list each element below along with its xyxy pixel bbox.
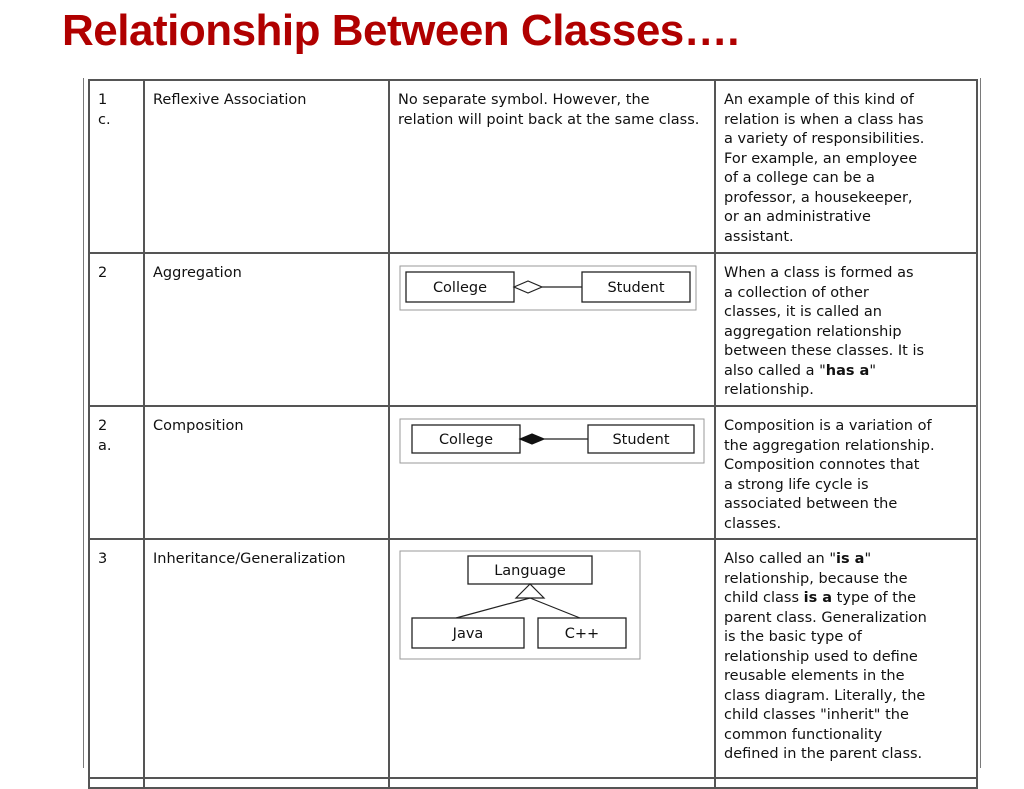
description-text: child class xyxy=(724,590,804,606)
relationship-name: Composition xyxy=(144,406,389,539)
description-line: Composition connotes that xyxy=(724,457,920,473)
description-emphasis: has a xyxy=(825,362,870,379)
cpp-class-label: C++ xyxy=(564,626,600,642)
inheritance-diagram xyxy=(398,550,642,662)
symbol-cell xyxy=(389,253,715,406)
description-line: reusable elements in the xyxy=(724,668,905,684)
college-class-label: College xyxy=(432,280,488,296)
empty-cell xyxy=(389,778,715,788)
aggregation-diamond-icon xyxy=(514,281,542,293)
relationship-name: Reflexive Association xyxy=(144,80,389,253)
description-line: associated between the xyxy=(724,496,898,512)
description-text: type of the xyxy=(832,590,917,606)
description-line: Composition is a variation of xyxy=(724,418,932,434)
description-line: classes, it is called an xyxy=(724,304,882,320)
description-text: also called a " xyxy=(724,362,826,379)
relationship-name: Aggregation xyxy=(144,253,389,406)
description-text: " xyxy=(869,362,877,379)
college-class-label: College xyxy=(438,432,494,448)
description-line: common functionality xyxy=(724,726,883,743)
description-line: child classes "inherit" the xyxy=(724,707,909,723)
generalization-triangle-icon xyxy=(516,584,544,598)
row-number: 1 xyxy=(98,92,108,108)
description-line: a collection of other xyxy=(724,284,869,301)
description-line: a variety of responsibilities. xyxy=(724,131,925,147)
description-line: professor, a housekeeper, xyxy=(724,189,913,206)
relationship-table xyxy=(88,79,978,789)
java-class-label: Java xyxy=(452,626,484,642)
description-emphasis: is a xyxy=(836,551,865,567)
description-line: An example of this kind of xyxy=(724,92,914,108)
description-line: For example, an employee xyxy=(724,150,918,167)
description-emphasis: is a xyxy=(803,590,833,606)
row-number: 3 xyxy=(98,551,108,567)
table-row xyxy=(89,80,977,253)
description-line: assistant. xyxy=(724,228,794,245)
description-line: of a college can be a xyxy=(724,170,875,186)
description-line: relationship, because the xyxy=(724,570,908,587)
student-class-label: Student xyxy=(607,280,665,296)
description-line: is the basic type of xyxy=(724,629,862,645)
composition-diamond-icon xyxy=(520,434,544,444)
description-line: aggregation relationship xyxy=(724,323,902,340)
description-line: a strong life cycle is xyxy=(724,476,869,493)
composition-diagram xyxy=(398,417,706,467)
description-cell xyxy=(715,406,977,539)
row-number-cell xyxy=(89,539,144,778)
description-cell xyxy=(715,80,977,253)
table-row xyxy=(89,539,977,778)
row-subnumber: c. xyxy=(98,111,111,128)
description-text: " xyxy=(864,551,872,567)
aggregation-diagram xyxy=(398,264,698,316)
description-line xyxy=(724,550,972,570)
description-line: the aggregation relationship. xyxy=(724,437,935,454)
description-line: relationship. xyxy=(724,382,814,398)
row-subnumber: a. xyxy=(98,437,112,454)
description-line: When a class is formed as xyxy=(724,265,914,281)
description-line: classes. xyxy=(724,515,782,532)
row-number: 2 xyxy=(98,418,108,434)
symbol-cell: No separate symbol. However, the relation will point back at the same class. xyxy=(389,80,715,253)
row-number-cell xyxy=(89,253,144,406)
empty-cell xyxy=(715,778,977,788)
description-text: Also called an " xyxy=(724,551,836,567)
table-row xyxy=(89,406,977,539)
symbol-cell xyxy=(389,539,715,778)
description-line: defined in the parent class. xyxy=(724,746,923,762)
empty-cell xyxy=(89,778,144,788)
table-row xyxy=(89,253,977,406)
row-number: 2 xyxy=(98,265,108,281)
description-line xyxy=(724,589,972,609)
description-line: class diagram. Literally, the xyxy=(724,687,926,704)
table-row xyxy=(89,778,977,788)
row-number-cell xyxy=(89,80,144,253)
description-line: or an administrative xyxy=(724,209,871,225)
language-class-label: Language xyxy=(494,563,566,579)
description-line: relationship used to define xyxy=(724,648,918,665)
description-line: parent class. Generalization xyxy=(724,609,927,626)
description-cell xyxy=(715,539,977,778)
student-class-label: Student xyxy=(612,432,670,448)
symbol-cell xyxy=(389,406,715,539)
description-line: between these classes. It is xyxy=(724,343,925,359)
relationship-name: Inheritance/Generalization xyxy=(144,539,389,778)
description-line xyxy=(724,362,972,382)
empty-cell xyxy=(144,778,389,788)
slide-title: Relationship Between Classes…. xyxy=(62,6,739,55)
row-number-cell xyxy=(89,406,144,539)
description-line: relation is when a class has xyxy=(724,111,924,128)
description-cell xyxy=(715,253,977,406)
